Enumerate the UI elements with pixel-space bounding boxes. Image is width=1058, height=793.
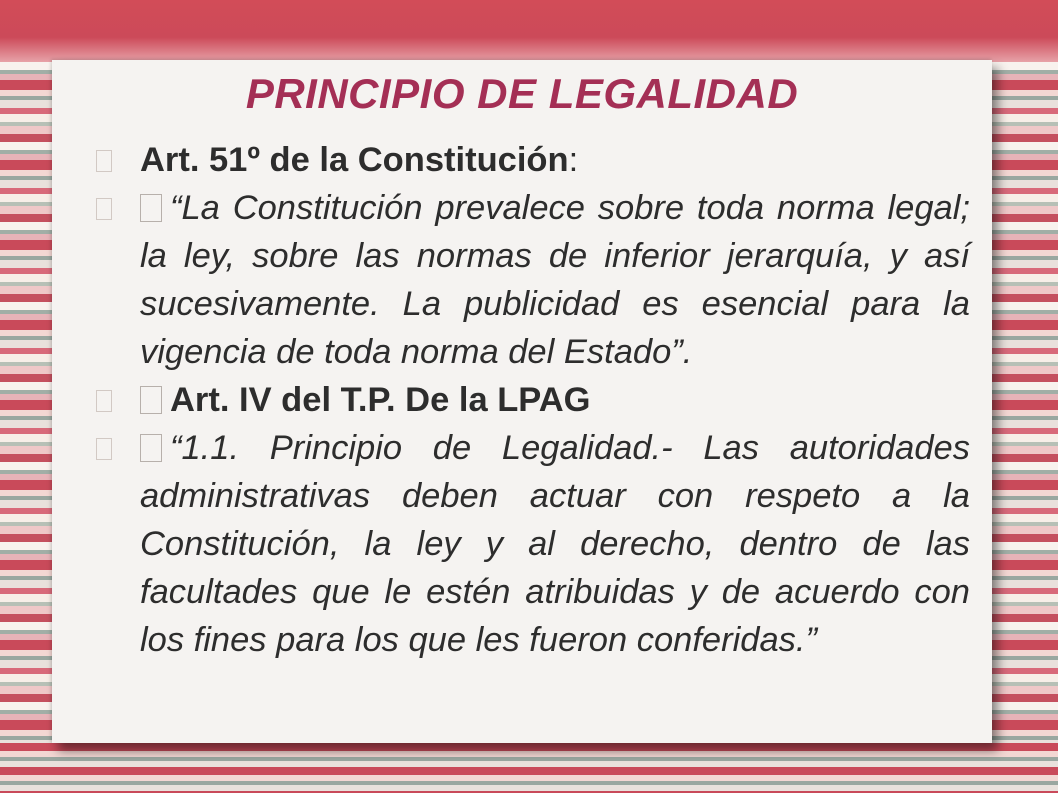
item-text: “1.1. Principio de Legalidad.- Las autoridades administrativas deben actuar con respeto a la Constitución, la ley y al derecho, dentro de las facultades que le estén atribuidas y de acuerdo con los fines para los que les fueron conferidas.” <box>140 429 970 659</box>
background-bottom-stripes <box>0 743 1058 793</box>
slide-title: PRINCIPIO DE LEGALIDAD <box>245 70 799 117</box>
bullet-box-icon <box>96 438 112 460</box>
slide-card <box>52 60 992 743</box>
slide-content <box>94 136 970 664</box>
bullet-box-icon <box>96 150 112 172</box>
missing-glyph-box-icon <box>140 434 162 462</box>
missing-glyph-box-icon <box>140 386 162 414</box>
list-item <box>94 184 970 376</box>
list-item <box>94 424 970 664</box>
bullet-box-icon <box>96 198 112 220</box>
list-item <box>94 376 970 424</box>
bullet-box-icon <box>96 390 112 412</box>
item-text: Art. 51º de la Constitución <box>140 141 569 179</box>
item-suffix: : <box>568 141 579 179</box>
item-text: “La Constitución prevalece sobre toda norma legal; la ley, sobre las normas de inferior jerarquía, y así sucesivamente. La publicidad es esencial para la vigencia de toda norma del Estado”. <box>140 189 970 371</box>
item-text: Art. IV del T.P. De la LPAG <box>170 381 591 419</box>
background-top-band <box>0 0 1058 62</box>
list-item <box>94 136 970 184</box>
missing-glyph-box-icon <box>140 194 162 222</box>
